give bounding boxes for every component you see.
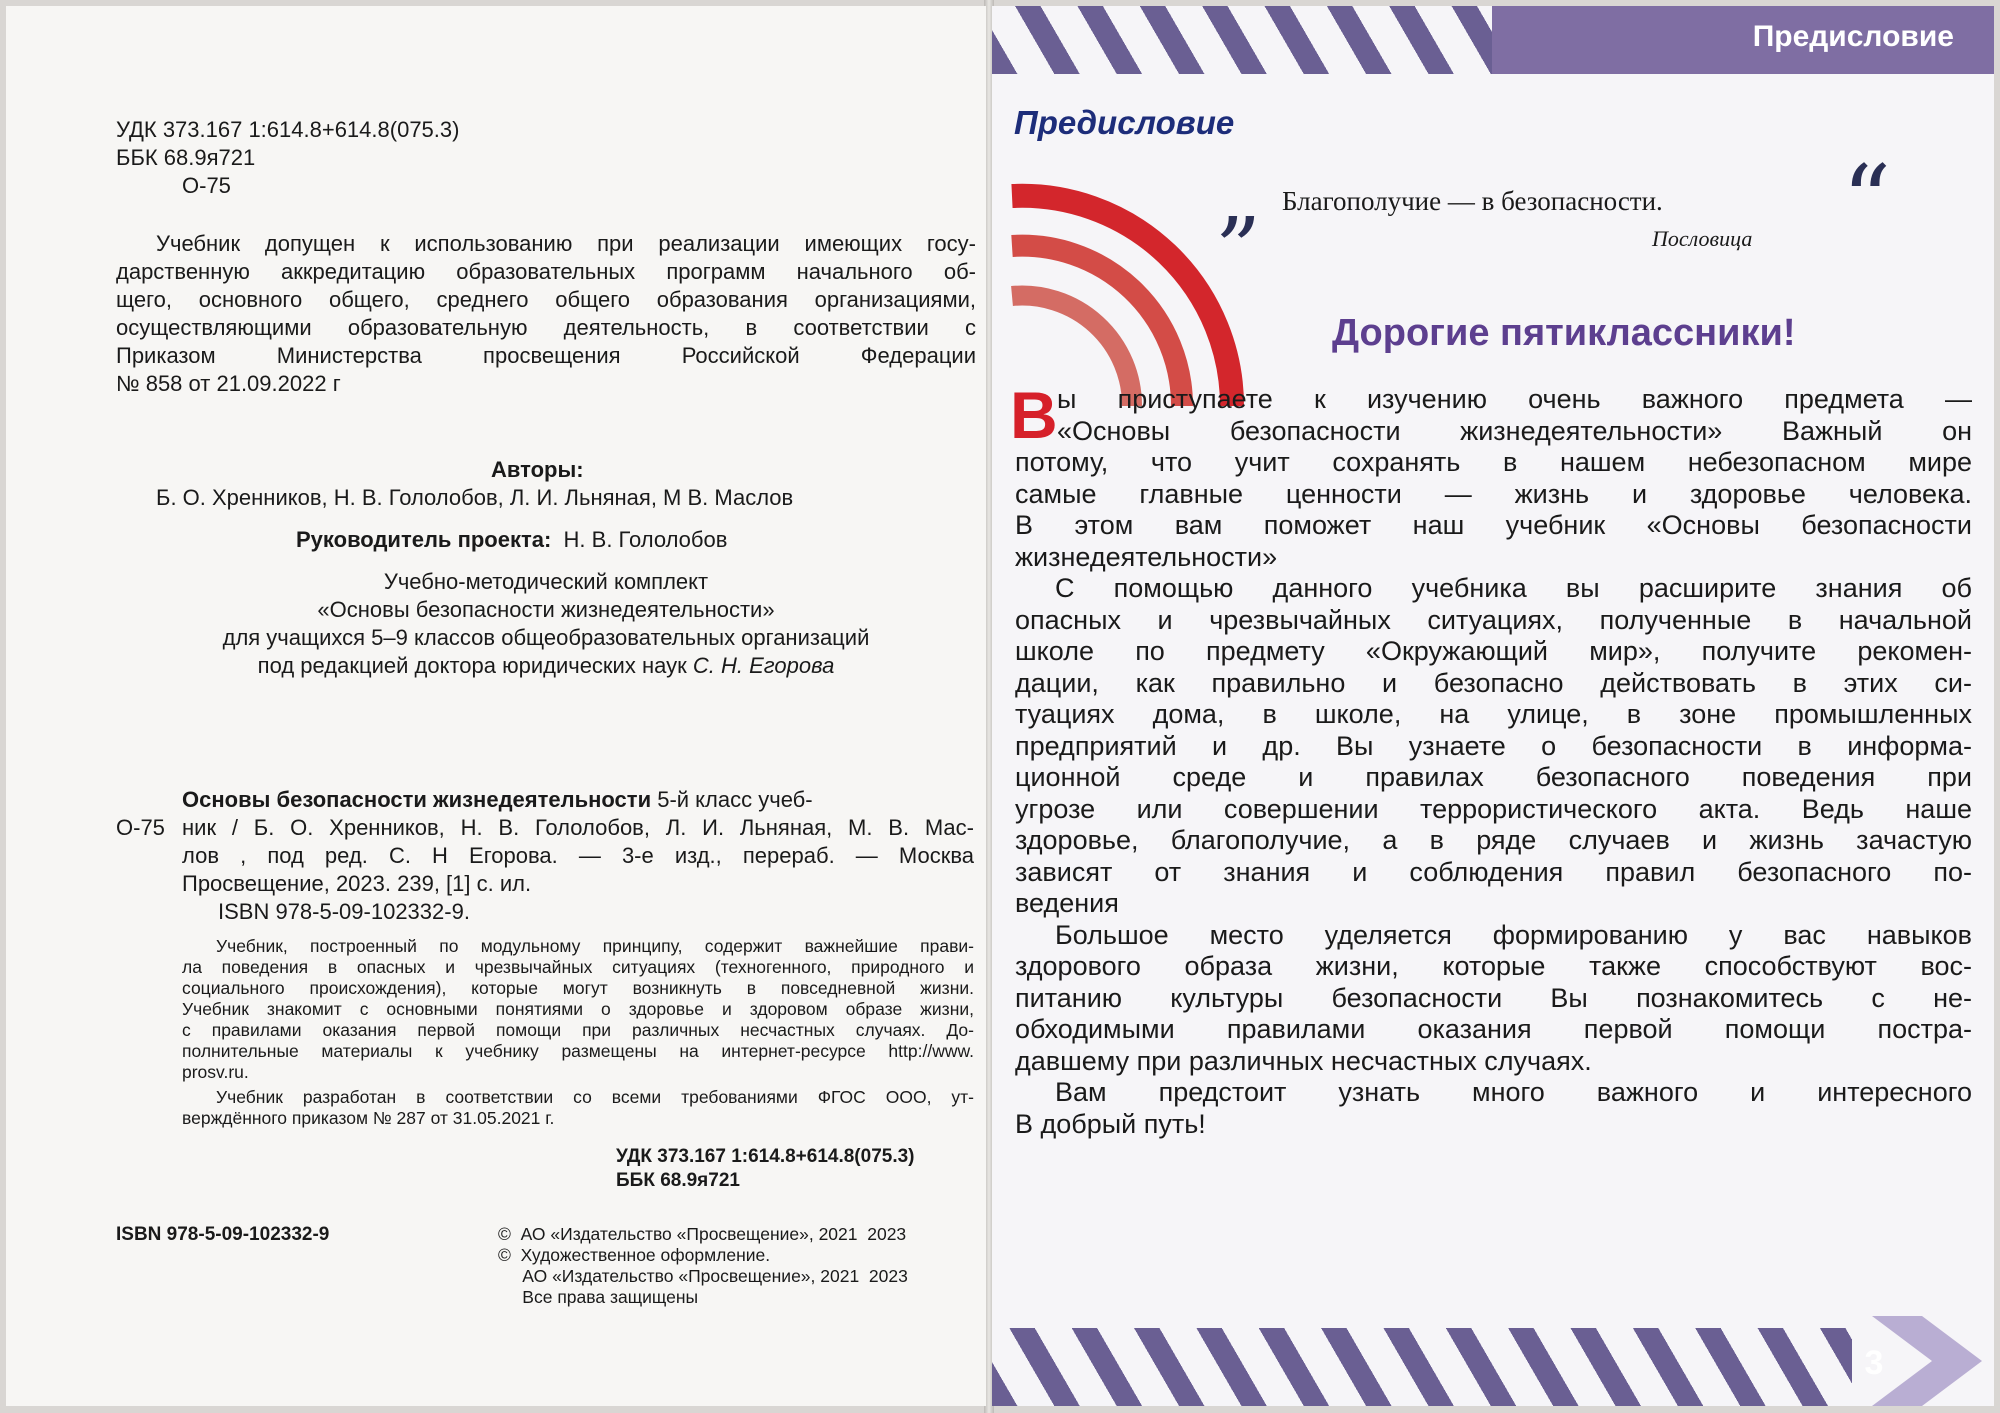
biblio-line: лов , под ред. С. Н Егорова. — 3-е изд., перераб. — Москва [182,843,974,868]
text-line: дарственную аккредитацию образовательных программ начального об- [116,259,976,284]
body-line: зависят от знания и соблюдения правил безопасного по- [1015,856,1972,887]
body-line: Вам предстоит узнать много важного и интересного [1055,1077,1972,1107]
copyright-block [498,1224,978,1308]
annotation-line: Учебник знакомит с основными понятиями о здоровье и здоровом образе жизни, [182,999,974,1019]
body-line: предприятий и др. Вы узнаете о безопасности в информа- [1015,730,1972,761]
body-line: здоровье, благополучие, а в ряде случаев и жизнь зачастую [1015,825,1972,855]
text-line: Учебник допущен к использованию при реализации имеющих госу- [156,231,976,256]
header-stripes [992,6,1492,74]
body-line: школе по предмету «Окружающий мир», получите рекомен- [1015,636,1972,666]
body-line: угрозе или совершении террористического акта. Ведь наше [1015,793,1972,824]
footer-stripes [992,1328,1852,1406]
open-quote-icon: „ [1217,144,1263,247]
copyright-line: Все права защищены [498,1287,699,1307]
fgos-line: Учебник разработан в соответствии со всеми требованиями ФГОС ООО, ут- [216,1087,974,1107]
annotation-line: Учебник, построенный по модульному принципу, содержит важнейшие прави- [216,936,974,956]
body-line: «Основы безопасности жизнедеятельности» Важный он [1057,415,1972,446]
authors-list: Б. О. Хренников, Н. В. Гололобов, Л. И. Льняная, М В. Маслов [156,485,794,510]
body-line: опасных и чрезвычайных ситуациях, полученные в начальной [1015,604,1972,635]
body-line: С помощью данного учебника вы расширите знания об [1055,573,1972,603]
text-line: Приказом Министерства просвещения Российской Федерации [116,343,976,368]
quote-source: Пословица [1652,226,1753,251]
signal-arcs-icon [992,166,1252,406]
text-line: осуществляющими образовательную деятельность, в соответствии с [116,315,976,340]
section-title: Предисловие [1014,104,1235,141]
body-line: ционной среде и правилах безопасного поведения при [1015,762,1972,792]
udk-bold: УДК 373.167 1:614.8+614.8(075.3) [616,1146,915,1167]
project-lead-name: Н. В. Гололобов [563,527,728,552]
body-line: самые главные ценности — жизнь и здоровье человека. [1015,478,1972,509]
annotation-line: ла поведения в опасных и чрезвычайных ситуациях (техногенного, природного и [182,957,974,977]
close-quote-icon: “ [1842,145,1892,257]
drop-cap: В [1010,378,1058,452]
body-line: Большое место уделяется формированию у вас навыков [1055,919,1972,950]
umk-editor-prefix: под редакцией доктора юридических наук [257,653,687,678]
umk-block [116,568,976,680]
body-line: жизнедеятельности» [1015,541,1278,572]
bbk-bold: ББК 68.9я721 [616,1170,740,1191]
biblio-first-line [182,786,974,814]
body-line: В этом вам поможет наш учебник «Основы безопасности [1015,510,1972,540]
annotation-line: prosv.ru. [182,1062,249,1082]
body-line: туациях дома, в школе, на улице, в зоне промышленных [1015,699,1972,729]
text-line: № 858 от 21.09.2022 г [116,371,341,396]
umk-line: для учащихся 5–9 классов общеобразовательных организаций [222,625,870,650]
authors-heading: Авторы: [491,457,584,482]
quote-text: Благополучие — в безопасности. [1282,186,1663,216]
right-page [992,6,1994,1406]
header-tab-label: Предисловие [1752,20,1954,53]
biblio-class: 5-й класс учеб- [651,787,813,812]
project-lead-label: Руководитель проекта: [296,527,552,552]
body-line: В добрый путь! [1015,1108,1206,1139]
biblio-code: О-75 [116,815,165,840]
umk-line: Учебно-методический комплект [383,569,709,594]
annotation-line: полнительные материалы к учебнику размещены на интернет-ресурсе http://www. [182,1041,974,1061]
page-number: 3 [1864,1344,1884,1382]
body-line: ы приступаете к изучению очень важного предмета — [1057,384,1972,414]
fgos-line: верждённого приказом № 287 от 31.05.2021 г. [182,1108,555,1128]
biblio-line: Просвещение, 2023. 239, [1] с. ил. [182,871,532,896]
udk-line: УДК 373.167 1:614.8+614.8(075.3) [116,117,460,142]
copyright-line: © Художественное оформление. [498,1245,771,1265]
body-line: потому, что учит сохранять в нашем небезопасном мире [1015,447,1972,477]
body-line: дации, как правильно и безопасно действовать в этих си- [1015,667,1972,698]
body-line: обходимыми правилами оказания первой помощи постра- [1015,1014,1972,1044]
greeting-heading: Дорогие пятиклассники! [1332,312,1796,354]
text-line: щего, основного общего, среднего общего образования организациями, [116,287,976,312]
admission-text [116,230,976,398]
annotation-line: социального происхождения), которые могут возникнуть в повседневной жизни. [182,978,974,998]
biblio-isbn: ISBN 978-5-09-102332-9. [218,899,470,924]
body-line: давшему при различных несчастных случаях. [1015,1045,1592,1076]
left-page [6,6,986,1406]
umk-editor-name: С. Н. Егорова [692,653,835,678]
body-line: питанию культуры безопасности Вы познакомитесь с не- [1015,982,1972,1013]
body-text [1015,384,1972,1140]
body-line: здорового образа жизни, которые также способствуют вос- [1015,951,1972,981]
biblio-record [182,814,974,926]
header-tab [1492,6,1994,74]
annotation [182,936,974,1129]
umk-line [116,652,976,680]
bbk-line: ББК 68.9я721 [116,145,256,170]
copyright-line: АО «Издательство «Просвещение», 2021 2023 [498,1266,908,1286]
copyright-line: © АО «Издательство «Просвещение», 2021 2023 [498,1224,907,1244]
umk-line: «Основы безопасности жизнедеятельности» [317,597,775,622]
annotation-line: с правилами оказания первой помощи при различных несчастных случаях. До- [182,1020,974,1040]
isbn-bold: ISBN 978-5-09-102332-9 [116,1224,330,1245]
body-line: ведения [1015,888,1119,918]
project-lead [296,526,727,554]
biblio-line: ник / Б. О. Хренников, Н. В. Гололобов, Л. И. Льняная, М. В. Мас- [182,815,974,840]
catalog-code: О-75 [182,173,231,198]
biblio-title: Основы безопасности жизнедеятельности [182,787,652,812]
